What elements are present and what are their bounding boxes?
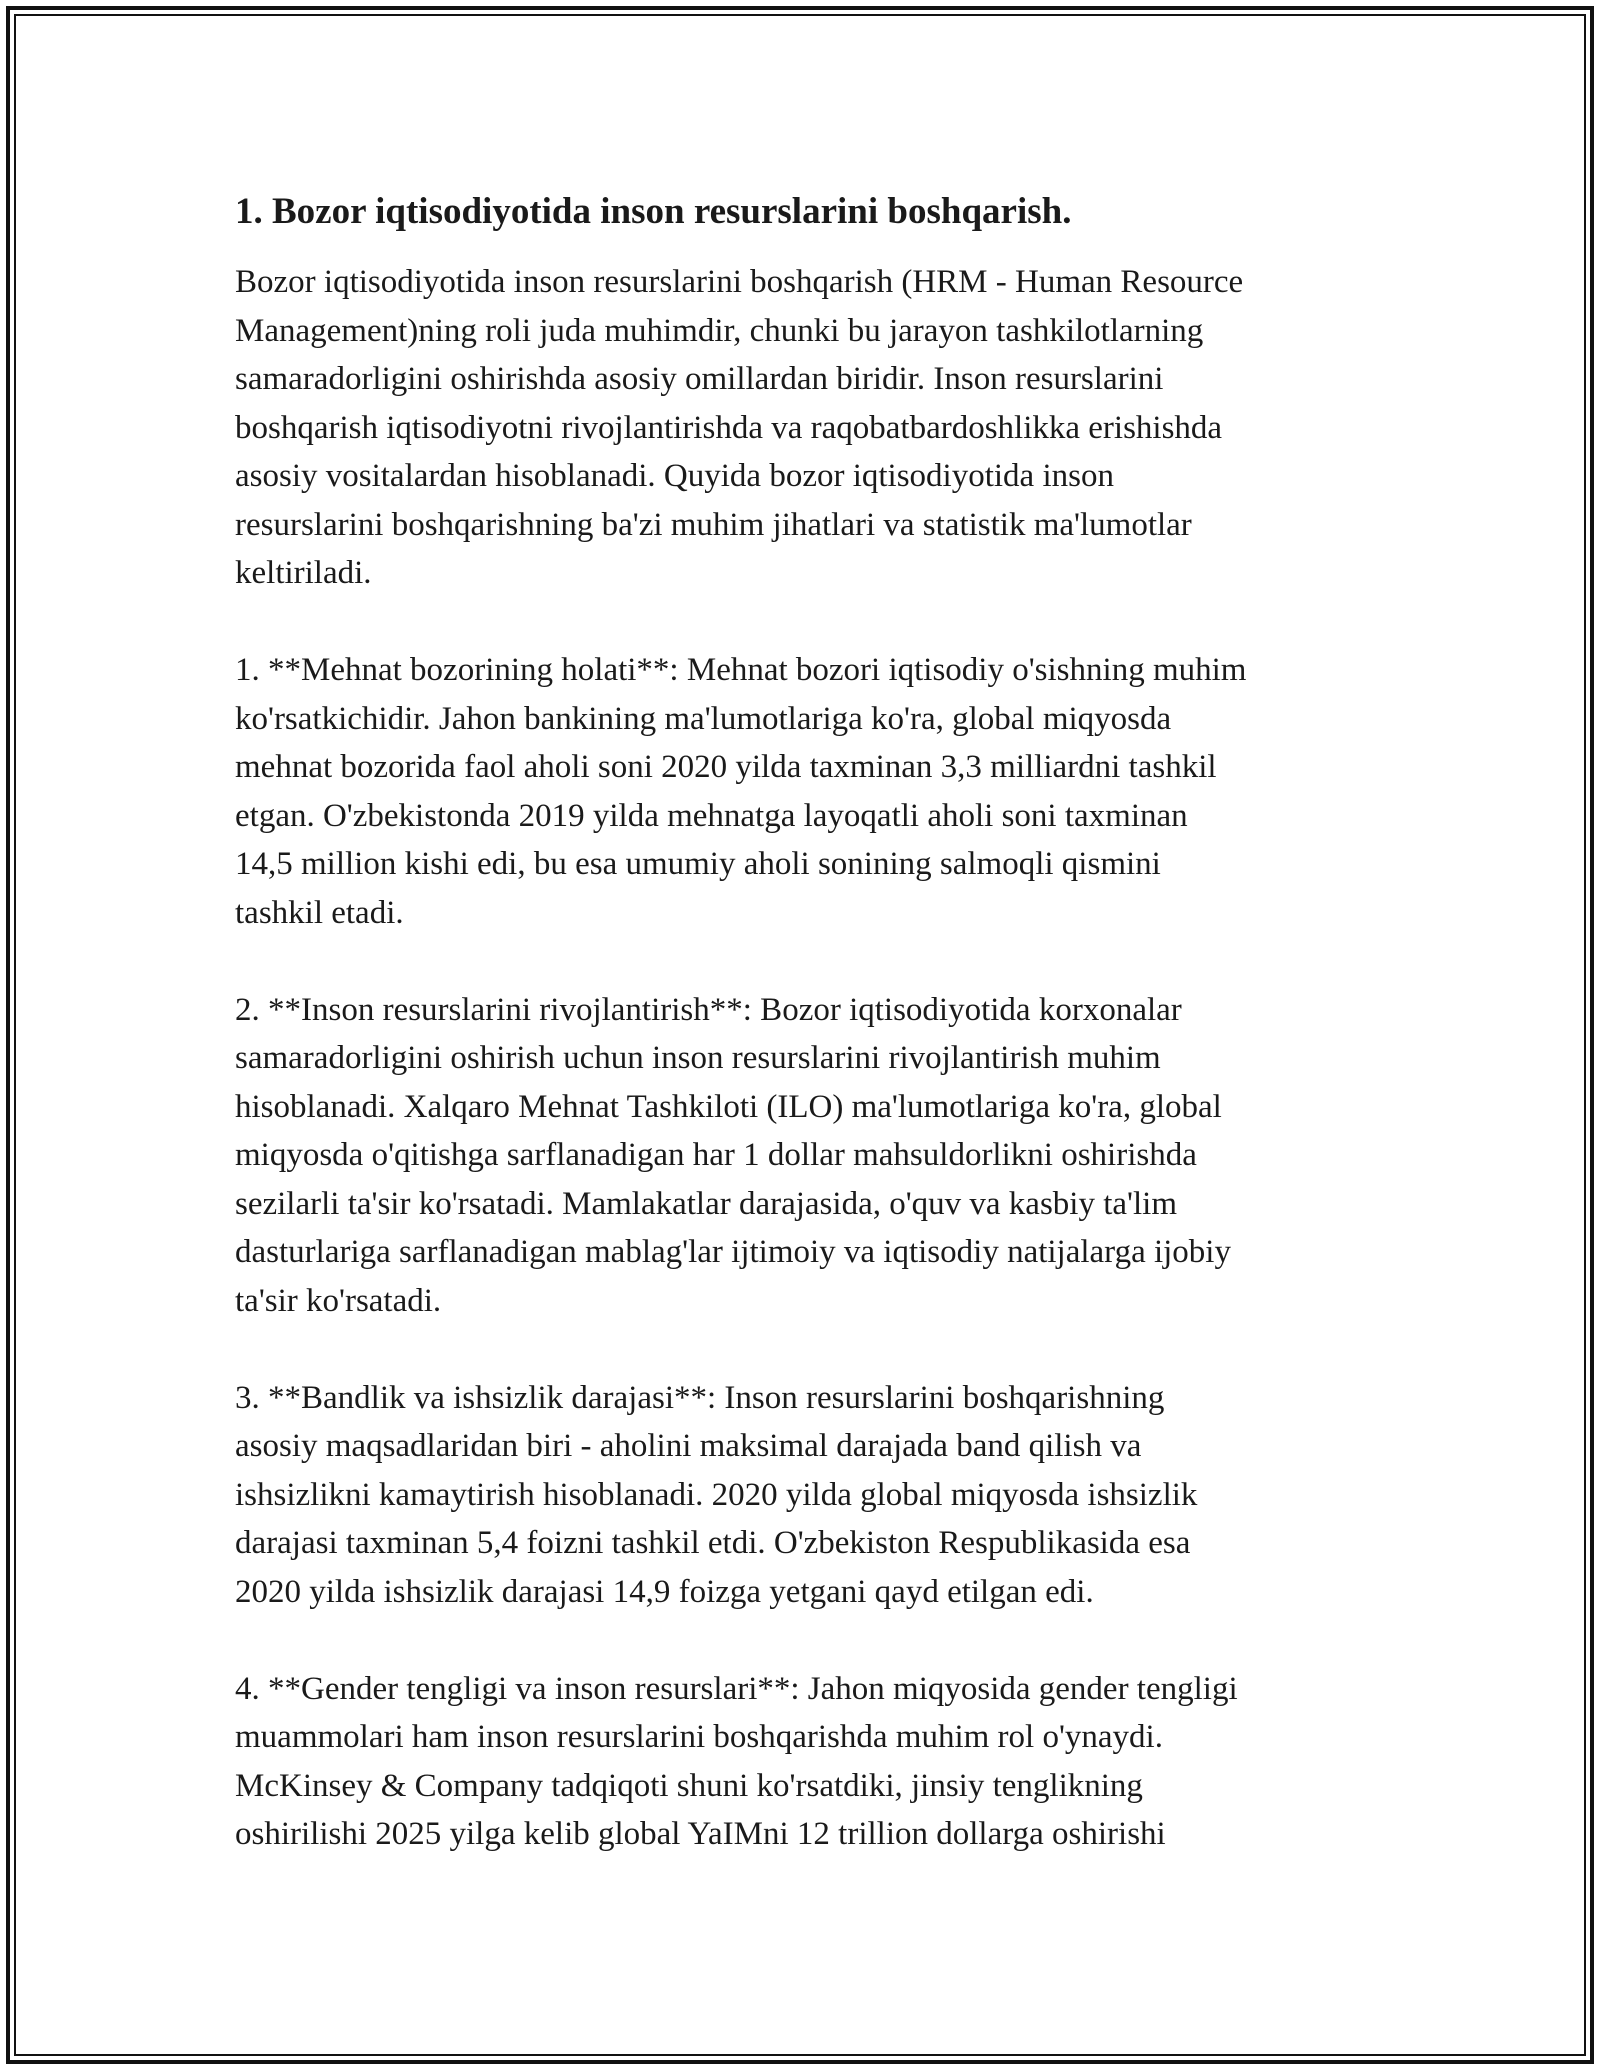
document-heading: 1. Bozor iqtisodiyotida inson resurslarini boshqarish. [235, 191, 1072, 232]
list-item-hr-development: 2. **Inson resurslarini rivojlantirish**: Bozor iqtisodiyotida korxonalar samaradorligini oshirish uchun inson resurslarini rivojlantirish muhim hisoblanadi. Xalqaro Mehnat Tashkiloti (ILO) ma'lumotlariga ko'ra, global miqyosda o'qitishga sarflanadigan har 1 dollar mahsuldorlikni oshirishda sezilarli ta'sir ko'rsatadi. Mamlakatlar darajasida, o'quv va kasbiy ta'lim dasturlariga sarflanadigan mablag'lar ijtimoiy va iqtisodiy natijalarga ijobiy ta'sir ko'rsatadi. [235, 991, 1231, 1319]
intro-paragraph: Bozor iqtisodiyotida inson resurslarini boshqarish (HRM - Human Resource Management)ning roli juda muhimdir, chunki bu jarayon tashkilotlarning samaradorligini oshirishda asosiy omillardan biridir. Inson resurslarini boshqarish iqtisodiyotni rivojlantirishda va raqobatbardoshlikka erishishda asosiy vositalardan hisoblanadi. Quyida bozor iqtisodiyotida inson resurslarini boshqarishning ba'zi muhim jihatlari va statistik ma'lumotlar keltiriladi. [235, 264, 1244, 591]
list-item-labor-market: 1. **Mehnat bozorining holati**: Mehnat bozori iqtisodiy o'sishning muhim ko'rsatkichidir. Jahon bankining ma'lumotlariga ko'ra, global miqyosda mehnat bozorida faol aholi soni 2020 yilda taxminan 3,3 milliardni tashkil etgan. O'zbekistonda 2019 yilda mehnatga layoqatli aholi soni taxminan 14,5 million kishi edi, bu esa umumiy aholi sonining salmoqli qismini tashkil etadi. [235, 652, 1247, 931]
list-item-employment-rate: 3. **Bandlik va ishsizlik darajasi**: Inson resurslarini boshqarishning asosiy maqsadlaridan biri - aholini maksimal darajada band qilish va ishsizlikni kamaytirish hisoblanadi. 2020 yilda global miqyosda ishsizlik darajasi taxminan 5,4 foizni tashkil etdi. O'zbekiston Respublikasida esa 2020 yilda ishsizlik darajasi 14,9 foizga yetgani qayd etilgan edi. [235, 1379, 1198, 1610]
paragraph-spacer [235, 937, 1375, 986]
document-body [235, 186, 1375, 1859]
paragraph-spacer [235, 598, 1375, 647]
list-item-gender-equality: 4. **Gender tengligi va inson resurslari**: Jahon miqyosida gender tengligi muammolari ham inson resurslarini boshqarishda muhim rol o'ynaydi. McKinsey & Company tadqiqoti shuni ko'rsatdiki, jinsiy tenglikning oshirilishi 2025 yilga kelib global YaIMni 12 trillion dollarga oshirishi [235, 1670, 1238, 1852]
paragraph-spacer [235, 1616, 1375, 1665]
paragraph-spacer [235, 1325, 1375, 1374]
